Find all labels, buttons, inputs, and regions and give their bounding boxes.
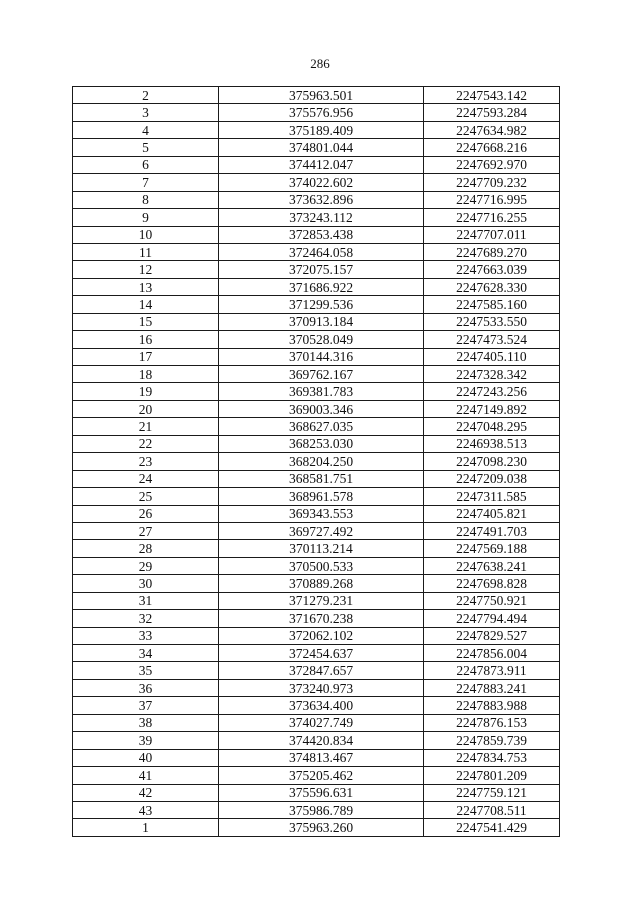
point-number-cell: 17 [73,348,219,365]
x-coordinate-cell: 370889.268 [219,575,424,592]
point-number-cell: 5 [73,139,219,156]
table-row [73,645,560,662]
y-coordinate-cell: 2247541.429 [424,819,560,836]
x-coordinate-cell: 375596.631 [219,784,424,801]
point-number-cell: 8 [73,191,219,208]
point-number-cell: 2 [73,87,219,104]
point-number-cell: 39 [73,732,219,749]
table-row [73,732,560,749]
point-number-cell: 30 [73,575,219,592]
table-row [73,366,560,383]
x-coordinate-cell: 370528.049 [219,331,424,348]
y-coordinate-cell: 2247692.970 [424,156,560,173]
x-coordinate-cell: 368581.751 [219,470,424,487]
y-coordinate-cell: 2247311.585 [424,488,560,505]
point-number-cell: 31 [73,592,219,609]
point-number-cell: 43 [73,801,219,818]
table-row [73,488,560,505]
point-number-cell: 28 [73,540,219,557]
point-number-cell: 37 [73,697,219,714]
x-coordinate-cell: 372062.102 [219,627,424,644]
y-coordinate-cell: 2247585.160 [424,296,560,313]
point-number-cell: 27 [73,522,219,539]
y-coordinate-cell: 2247328.342 [424,366,560,383]
point-number-cell: 25 [73,488,219,505]
table-row [73,243,560,260]
point-number-cell: 12 [73,261,219,278]
point-number-cell: 36 [73,679,219,696]
x-coordinate-cell: 374022.602 [219,174,424,191]
y-coordinate-cell: 2247593.284 [424,104,560,121]
table-row [73,784,560,801]
y-coordinate-cell: 2247405.821 [424,505,560,522]
point-number-cell: 15 [73,313,219,330]
x-coordinate-cell: 375205.462 [219,767,424,784]
table-row [73,557,560,574]
point-number-cell: 41 [73,767,219,784]
table-row [73,540,560,557]
y-coordinate-cell: 2247801.209 [424,767,560,784]
table-row [73,156,560,173]
y-coordinate-cell: 2247149.892 [424,400,560,417]
y-coordinate-cell: 2247473.524 [424,331,560,348]
x-coordinate-cell: 375963.501 [219,87,424,104]
x-coordinate-cell: 370113.214 [219,540,424,557]
table-row [73,313,560,330]
y-coordinate-cell: 2247634.982 [424,121,560,138]
page-number: 286 [310,56,330,71]
x-coordinate-cell: 368627.035 [219,418,424,435]
table-row [73,331,560,348]
table-row [73,400,560,417]
point-number-cell: 11 [73,243,219,260]
y-coordinate-cell: 2247873.911 [424,662,560,679]
point-number-cell: 10 [73,226,219,243]
point-number-cell: 21 [73,418,219,435]
table-row [73,278,560,295]
table-row [73,191,560,208]
table-row [73,749,560,766]
point-number-cell: 9 [73,209,219,226]
y-coordinate-cell: 2247876.153 [424,714,560,731]
table-row [73,505,560,522]
y-coordinate-cell: 2247638.241 [424,557,560,574]
x-coordinate-cell: 370913.184 [219,313,424,330]
x-coordinate-cell: 372464.058 [219,243,424,260]
point-number-cell: 22 [73,435,219,452]
y-coordinate-cell: 2247856.004 [424,645,560,662]
table-row [73,383,560,400]
y-coordinate-cell: 2247707.011 [424,226,560,243]
y-coordinate-cell: 2247794.494 [424,610,560,627]
point-number-cell: 7 [73,174,219,191]
x-coordinate-cell: 374801.044 [219,139,424,156]
y-coordinate-cell: 2247829.527 [424,627,560,644]
point-number-cell: 3 [73,104,219,121]
y-coordinate-cell: 2247543.142 [424,87,560,104]
point-number-cell: 14 [73,296,219,313]
x-coordinate-cell: 368204.250 [219,453,424,470]
y-coordinate-cell: 2247708.511 [424,801,560,818]
y-coordinate-cell: 2247716.995 [424,191,560,208]
x-coordinate-cell: 369727.492 [219,522,424,539]
point-number-cell: 23 [73,453,219,470]
x-coordinate-cell: 371686.922 [219,278,424,295]
table-row [73,87,560,104]
x-coordinate-cell: 373634.400 [219,697,424,714]
x-coordinate-cell: 369003.346 [219,400,424,417]
table-row [73,662,560,679]
table-row [73,819,560,836]
y-coordinate-cell: 2247759.121 [424,784,560,801]
x-coordinate-cell: 374420.834 [219,732,424,749]
table-row [73,435,560,452]
table-row [73,296,560,313]
point-number-cell: 16 [73,331,219,348]
y-coordinate-cell: 2247750.921 [424,592,560,609]
x-coordinate-cell: 375576.956 [219,104,424,121]
point-number-cell: 32 [73,610,219,627]
y-coordinate-cell: 2247405.110 [424,348,560,365]
point-number-cell: 20 [73,400,219,417]
table-row [73,679,560,696]
x-coordinate-cell: 374412.047 [219,156,424,173]
x-coordinate-cell: 372847.657 [219,662,424,679]
x-coordinate-cell: 371279.231 [219,592,424,609]
x-coordinate-cell: 375963.260 [219,819,424,836]
point-number-cell: 18 [73,366,219,383]
table-row [73,522,560,539]
x-coordinate-cell: 370144.316 [219,348,424,365]
y-coordinate-cell: 2247491.703 [424,522,560,539]
point-number-cell: 42 [73,784,219,801]
table-row [73,714,560,731]
x-coordinate-cell: 369343.553 [219,505,424,522]
point-number-cell: 4 [73,121,219,138]
x-coordinate-cell: 375986.789 [219,801,424,818]
y-coordinate-cell: 2247533.550 [424,313,560,330]
table-row [73,767,560,784]
table-row [73,261,560,278]
point-number-cell: 29 [73,557,219,574]
x-coordinate-cell: 371670.238 [219,610,424,627]
x-coordinate-cell: 369762.167 [219,366,424,383]
x-coordinate-cell: 373240.973 [219,679,424,696]
table-row [73,174,560,191]
table-row [73,610,560,627]
y-coordinate-cell: 2247698.828 [424,575,560,592]
y-coordinate-cell: 2247834.753 [424,749,560,766]
table-row [73,470,560,487]
point-number-cell: 24 [73,470,219,487]
x-coordinate-cell: 374027.749 [219,714,424,731]
point-number-cell: 6 [73,156,219,173]
table-row [73,104,560,121]
y-coordinate-cell: 2247209.038 [424,470,560,487]
coordinates-table [72,86,560,837]
point-number-cell: 38 [73,714,219,731]
y-coordinate-cell: 2247883.241 [424,679,560,696]
x-coordinate-cell: 370500.533 [219,557,424,574]
y-coordinate-cell: 2246938.513 [424,435,560,452]
y-coordinate-cell: 2247689.270 [424,243,560,260]
x-coordinate-cell: 373243.112 [219,209,424,226]
table-row [73,226,560,243]
x-coordinate-cell: 372853.438 [219,226,424,243]
point-number-cell: 26 [73,505,219,522]
y-coordinate-cell: 2247668.216 [424,139,560,156]
y-coordinate-cell: 2247709.232 [424,174,560,191]
y-coordinate-cell: 2247716.255 [424,209,560,226]
point-number-cell: 35 [73,662,219,679]
y-coordinate-cell: 2247098.230 [424,453,560,470]
table-row [73,575,560,592]
y-coordinate-cell: 2247243.256 [424,383,560,400]
point-number-cell: 33 [73,627,219,644]
point-number-cell: 34 [73,645,219,662]
table-row [73,121,560,138]
table-row [73,627,560,644]
table-row [73,348,560,365]
x-coordinate-cell: 368961.578 [219,488,424,505]
point-number-cell: 40 [73,749,219,766]
x-coordinate-cell: 369381.783 [219,383,424,400]
table-row [73,139,560,156]
x-coordinate-cell: 372454.637 [219,645,424,662]
x-coordinate-cell: 371299.536 [219,296,424,313]
y-coordinate-cell: 2247628.330 [424,278,560,295]
x-coordinate-cell: 373632.896 [219,191,424,208]
y-coordinate-cell: 2247859.739 [424,732,560,749]
coordinates-table-body [73,87,560,837]
y-coordinate-cell: 2247048.295 [424,418,560,435]
x-coordinate-cell: 374813.467 [219,749,424,766]
y-coordinate-cell: 2247883.988 [424,697,560,714]
point-number-cell: 19 [73,383,219,400]
table-row [73,697,560,714]
table-row [73,592,560,609]
x-coordinate-cell: 368253.030 [219,435,424,452]
x-coordinate-cell: 375189.409 [219,121,424,138]
y-coordinate-cell: 2247663.039 [424,261,560,278]
point-number-cell: 13 [73,278,219,295]
table-row [73,453,560,470]
table-row [73,418,560,435]
point-number-cell: 1 [73,819,219,836]
table-row [73,801,560,818]
table-row [73,209,560,226]
x-coordinate-cell: 372075.157 [219,261,424,278]
y-coordinate-cell: 2247569.188 [424,540,560,557]
